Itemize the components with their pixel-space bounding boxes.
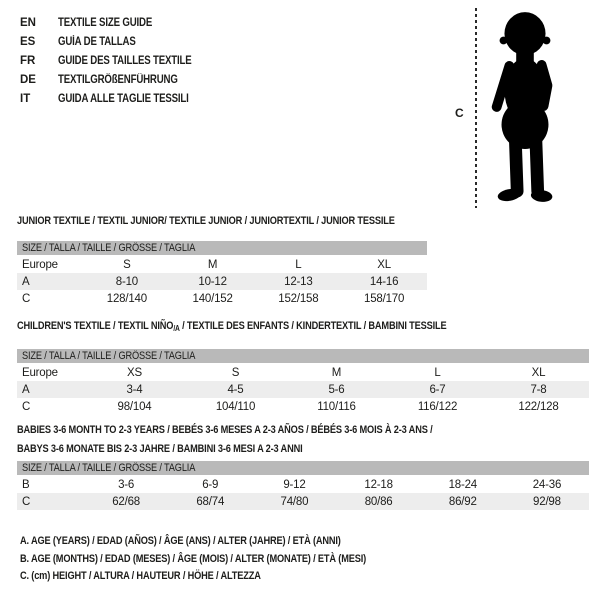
row-label: C (22, 400, 31, 413)
language-code: IT (20, 92, 31, 105)
language-label: GUIDE DES TAILLES TEXTILE (58, 54, 192, 67)
table-cell: 104/110 (215, 400, 256, 413)
table-cell: 3-6 (118, 478, 135, 491)
row-label: A (22, 275, 30, 288)
language-row-en (20, 13, 217, 32)
table-cell: 122/128 (518, 400, 559, 413)
table-row (17, 476, 589, 493)
size-header-bar (17, 241, 427, 255)
language-title-list (20, 13, 217, 108)
table-cell: 14-16 (369, 275, 399, 288)
junior-section-title-text: JUNIOR TEXTILE / TEXTIL JUNIOR/ TEXTILE JUNIOR / JUNIORTEXTIL / JUNIOR TESSILE (17, 215, 395, 227)
footnote-b-text: B. AGE (MONTHS) / EDAD (MESES) / ÂGE (MOIS) / ALTER (MONATE) / ETÀ (MESI) (20, 552, 367, 565)
babies-title-line1: BABIES 3-6 MONTH TO 2-3 YEARS / BEBÉS 3-6 MESES A 2-3 AÑOS / BÉBÉS 3-6 MOIS À 2-3 ANS / (17, 424, 433, 436)
table-row (17, 398, 589, 415)
babies-title-line2: BABYS 3-6 MONATE BIS 2-3 JAHRE / BAMBINI 3-6 MESI A 2-3 ANNI (17, 443, 303, 455)
table-cell: L (295, 258, 302, 271)
row-label: C (22, 292, 31, 305)
row-label: A (22, 383, 30, 396)
table-cell: 18-24 (448, 478, 477, 491)
table-row (17, 493, 589, 510)
table-cell: 110/116 (317, 400, 356, 413)
language-label: GUÍA DE TALLAS (58, 35, 136, 48)
language-row-it (20, 89, 217, 108)
height-measure-dotted-line (475, 8, 477, 208)
footnote-c-text: C. (cm) HEIGHT / ALTURA / HAUTEUR / HÖHE / ALTEZZA (20, 570, 261, 582)
row-label: B (22, 478, 30, 491)
table-cell: XS (127, 366, 142, 379)
table-cell: M (207, 258, 218, 271)
table-cell: L (434, 366, 441, 379)
table-cell: 7-8 (530, 383, 547, 396)
table-cell: 68/74 (196, 495, 225, 508)
table-cell: S (231, 366, 240, 379)
children-section-title-text (17, 320, 447, 333)
table-cell: 116/122 (417, 400, 458, 413)
table-cell: 74/80 (280, 495, 309, 508)
table-cell: 98/104 (117, 400, 152, 413)
babies-section-title (17, 421, 512, 459)
table-cell: 12-18 (364, 478, 393, 491)
language-row-es (20, 32, 217, 51)
size-header-bar (17, 461, 589, 475)
height-measure-label: C (455, 106, 464, 120)
table-cell: XL (531, 366, 546, 379)
junior-size-table (17, 241, 427, 307)
table-cell: 158/170 (364, 292, 405, 305)
footnote-a (20, 533, 432, 551)
language-row-de (20, 70, 217, 89)
size-header-text: SIZE / TALLA / TAILLE / GRÖSSE / TAGLIA (22, 462, 196, 474)
table-row (17, 256, 427, 273)
table-cell: 8-10 (115, 275, 138, 288)
language-code: FR (20, 54, 36, 67)
language-label: TEXTILE SIZE GUIDE (58, 16, 153, 29)
children-size-table (17, 349, 589, 415)
children-title-post: / TEXTILE DES ENFANTS / KINDERTEXTIL / BAMBINI TESSILE (182, 320, 447, 332)
footnote-legend (20, 533, 432, 586)
language-code: DE (20, 73, 36, 86)
table-cell: 10-12 (198, 275, 227, 288)
language-label: GUIDA ALLE TAGLIE TESSILI (58, 92, 189, 105)
table-cell: 24-36 (532, 478, 562, 491)
table-row (17, 381, 589, 398)
table-row (17, 273, 427, 290)
size-header-text: SIZE / TALLA / TAILLE / GRÖSSE / TAGLIA (22, 242, 196, 254)
language-code: EN (20, 16, 36, 29)
footnote-a-text: A. AGE (YEARS) / EDAD (AÑOS) / ÂGE (ANS) / ALTER (JAHRE) / ETÀ (ANNI) (20, 535, 341, 547)
language-row-fr (20, 51, 217, 70)
table-cell: 80/86 (364, 495, 393, 508)
size-header-text: SIZE / TALLA / TAILLE / GRÖSSE / TAGLIA (22, 350, 196, 362)
footnote-b (20, 551, 432, 569)
row-label: Europe (22, 258, 58, 271)
table-cell: 9-12 (283, 478, 306, 491)
junior-section-title (17, 215, 467, 227)
table-cell: XL (377, 258, 391, 271)
row-label: C (22, 495, 31, 508)
toddler-silhouette-icon (481, 7, 569, 207)
table-cell: 92/98 (533, 495, 561, 508)
table-cell: 12-13 (284, 275, 313, 288)
language-label: TEXTILGRÖßENFÜHRUNG (58, 73, 178, 86)
table-cell: M (331, 366, 342, 379)
table-cell: 128/140 (106, 292, 147, 305)
table-cell: 3-4 (126, 383, 143, 396)
table-cell: 6-7 (429, 383, 446, 396)
table-row (17, 290, 427, 307)
babies-size-table (17, 461, 589, 510)
footnote-c (20, 568, 432, 586)
table-cell: S (123, 258, 131, 271)
table-cell: 6-9 (202, 478, 219, 491)
table-cell: 86/92 (448, 495, 477, 508)
table-row (17, 364, 589, 381)
row-label: Europe (22, 366, 58, 379)
table-cell: 4-5 (227, 383, 244, 396)
table-cell: 62/68 (112, 495, 140, 508)
children-title-pre: CHILDREN'S TEXTILE / TEXTIL NIÑO (17, 320, 174, 332)
language-code: ES (20, 35, 36, 48)
size-header-bar (17, 349, 589, 363)
table-cell: 140/152 (192, 292, 233, 305)
children-title-subscript: /A (173, 324, 180, 333)
table-cell: 5-6 (328, 383, 345, 396)
children-section-title (17, 320, 528, 333)
table-cell: 152/158 (278, 292, 319, 305)
